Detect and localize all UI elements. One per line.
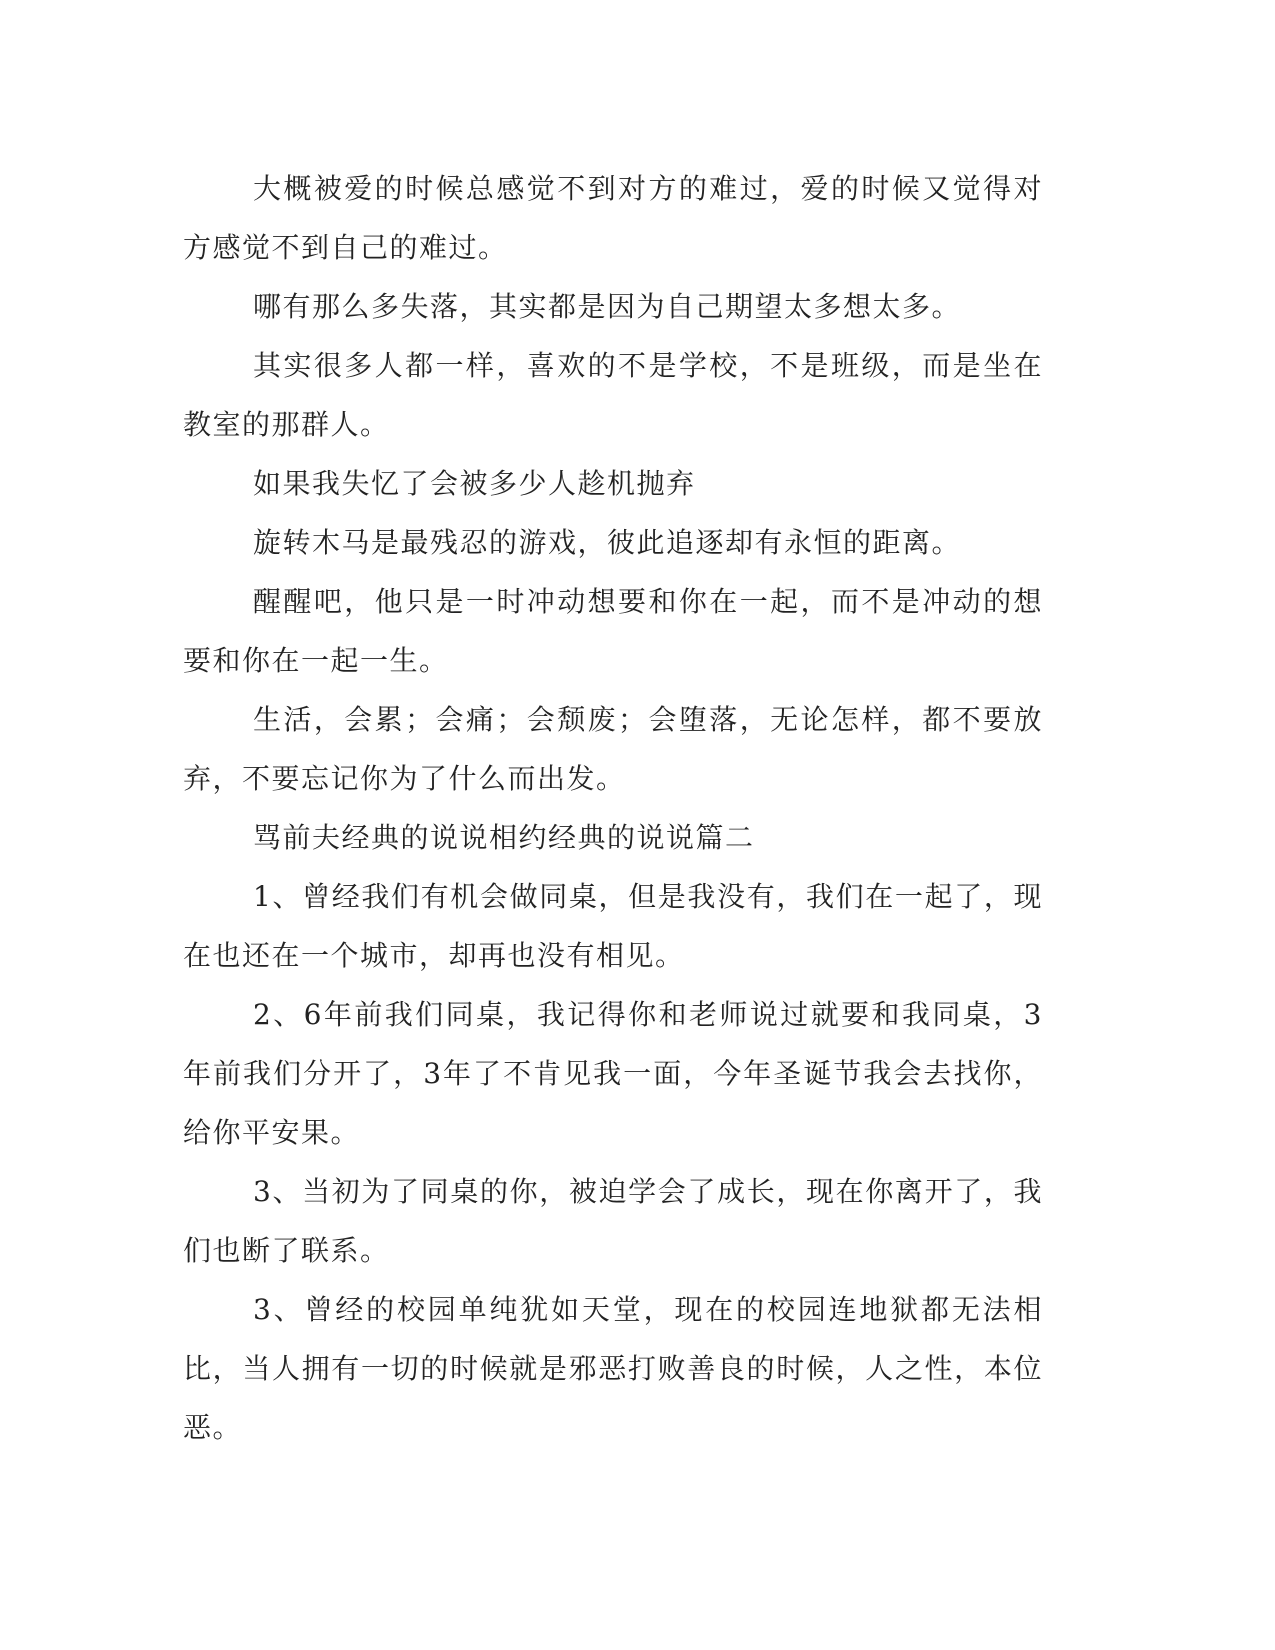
document-body (183, 159, 1043, 1457)
list-item: 3、当初为了同桌的你，被迫学会了成长，现在你离开了，我们也断了联系。 (183, 1175, 1043, 1267)
paragraph: 如果我失忆了会被多少人趁机抛弃 (253, 467, 696, 500)
paragraph: 醒醒吧，他只是一时冲动想要和你在一起，而不是冲动的想要和你在一起一生。 (183, 585, 1043, 677)
paragraph: 哪有那么多失落，其实都是因为自己期望太多想太多。 (253, 290, 962, 323)
paragraph: 其实很多人都一样，喜欢的不是学校，不是班级，而是坐在教室的那群人。 (183, 349, 1043, 441)
section-heading: 骂前夫经典的说说相约经典的说说篇二 (253, 821, 755, 854)
list-item: 2、6年前我们同桌，我记得你和老师说过就要和我同桌，3年前我们分开了，3年了不肯见我一面，今年圣诞节我会去找你，给你平安果。 (183, 998, 1043, 1149)
list-item: 1、曾经我们有机会做同桌，但是我没有，我们在一起了，现在也还在一个城市，却再也没有相见。 (183, 880, 1043, 972)
paragraph: 生活，会累；会痛；会颓废；会堕落，无论怎样，都不要放弃，不要忘记你为了什么而出发。 (183, 703, 1043, 795)
paragraph: 旋转木马是最残忍的游戏，彼此追逐却有永恒的距离。 (253, 526, 962, 559)
list-item: 3、曾经的校园单纯犹如天堂，现在的校园连地狱都无法相比，当人拥有一切的时候就是邪恶打败善良的时候，人之性，本位恶。 (183, 1293, 1043, 1444)
paragraph: 大概被爱的时候总感觉不到对方的难过，爱的时候又觉得对方感觉不到自己的难过。 (183, 172, 1043, 264)
